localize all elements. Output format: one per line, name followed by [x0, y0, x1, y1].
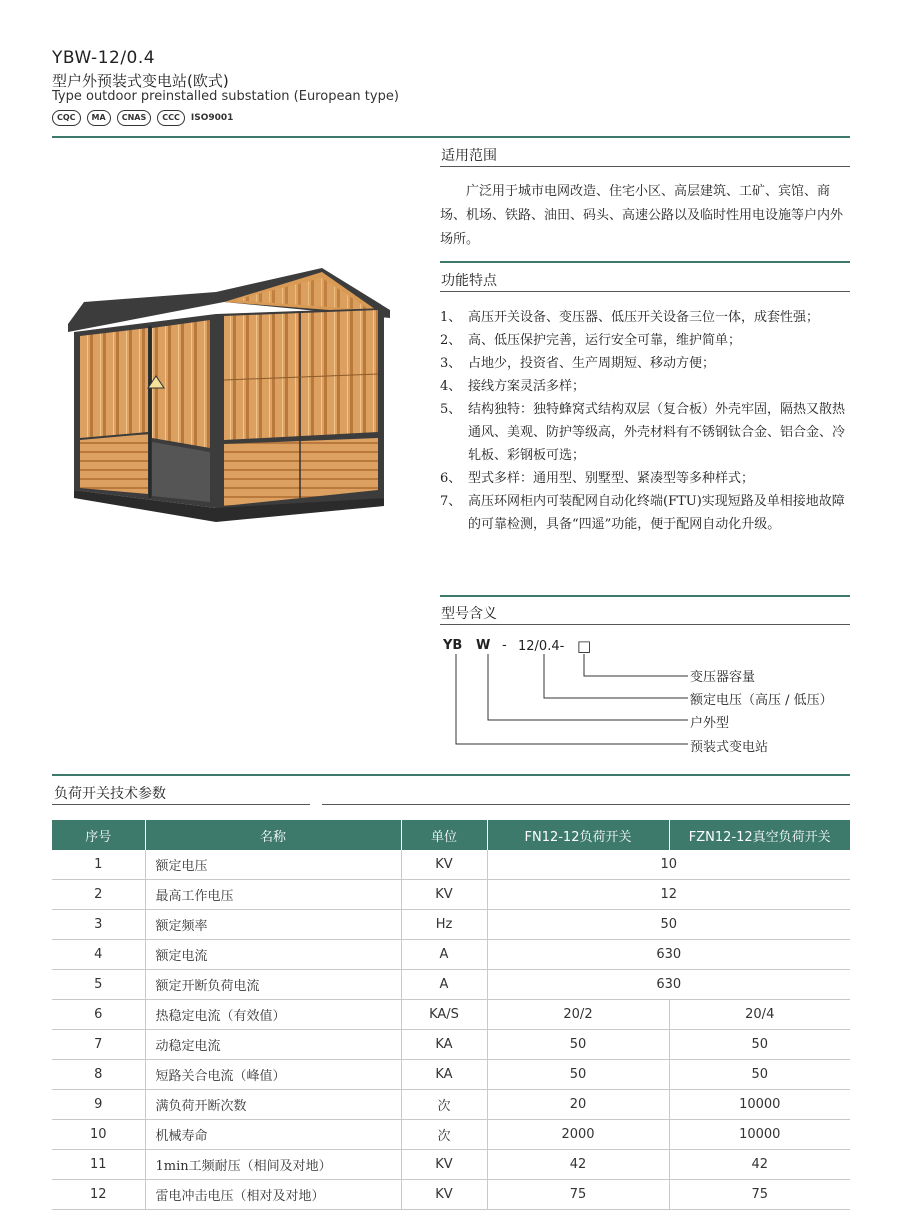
legend-capacity: 变压器容量	[690, 670, 756, 685]
table-row: 4 额定电流 A 630	[52, 940, 850, 970]
features-top-divider	[440, 261, 850, 263]
table-row: 10 机械寿命 次 2000 10000	[52, 1120, 850, 1150]
legend-voltage: 额定电压（高压 / 低压）	[690, 693, 833, 708]
list-item: 3、 占地少，投资省、生产周期短、移动方便；	[440, 356, 716, 371]
code-w: W	[476, 638, 491, 653]
list-item: 7、 高压环网柜内可装配网自动化终端(FTU)实现短路及单相接地故障的可靠检测，具备“四遥”功能，便于配网自动化升级。	[440, 494, 845, 532]
col-header-fn12: FN12-12负荷开关	[487, 820, 669, 850]
ma-logo: MA	[87, 110, 111, 126]
table-row: 3 额定频率 Hz 50	[52, 910, 850, 940]
col-header-no: 序号	[52, 820, 145, 850]
col-header-fzn12: FZN12-12真空负荷开关	[669, 820, 850, 850]
substation-image	[64, 262, 394, 528]
list-item: 6、 型式多样：通用型、别墅型、紧凑型等多种样式；	[440, 471, 755, 486]
table-row: 11 1min工频耐压（相间及对地） KV 42 42	[52, 1150, 850, 1180]
iso-label: ISO9001	[190, 113, 234, 123]
list-item: 2、 高、低压保护完善，运行安全可靠，维护简单；	[440, 333, 742, 348]
product-title-en: Type outdoor preinstalled substation (European type)	[52, 89, 399, 104]
features-heading: 功能特点	[441, 273, 497, 289]
product-title-cn: 型户外预装式变电站(欧式)	[52, 72, 229, 90]
model-meaning-heading: 型号含义	[441, 606, 497, 622]
table-row: 12 雷电冲击电压（相对及对地） KV 75 75	[52, 1180, 850, 1210]
cnas-logo: CNAS	[117, 110, 152, 126]
table-header-row	[52, 820, 850, 850]
parameters-table	[52, 820, 850, 1210]
table-heading-line-right	[322, 804, 850, 805]
header-divider	[52, 136, 850, 138]
code-box: □	[577, 637, 592, 655]
cqc-logo: CQC	[52, 110, 81, 126]
features-divider	[440, 291, 850, 292]
table-row: 7 动稳定电流 KA 50 50	[52, 1030, 850, 1060]
legend-outdoor: 户外型	[690, 716, 730, 731]
scope-divider	[440, 166, 850, 167]
model-meaning-divider	[440, 624, 850, 625]
table-row: 8 短路关合电流（峰值） KA 50 50	[52, 1060, 850, 1090]
scope-text: 广泛用于城市电网改造、住宅小区、高层建筑、工矿、宾馆、商场、机场、铁路、油田、码头、高速公路以及临时性用电设施等户内外场所。	[440, 184, 844, 247]
code-rest: 12/0.4-	[518, 639, 565, 654]
list-item: 4、 接线方案灵活多样；	[440, 379, 586, 394]
table-row: 1 额定电压 KV 10	[52, 850, 850, 880]
table-heading-line-left	[52, 804, 310, 805]
product-model: YBW-12/0.4	[52, 48, 156, 68]
table-row: 2 最高工作电压 KV 12	[52, 880, 850, 910]
scope-heading: 适用范围	[441, 148, 497, 164]
code-yb: YB	[443, 638, 463, 653]
table-row: 5 额定开断负荷电流 A 630	[52, 970, 850, 1000]
col-header-name: 名称	[145, 820, 401, 850]
table-row: 9 满负荷开断次数 次 20 10000	[52, 1090, 850, 1120]
model-top-divider	[440, 595, 850, 597]
legend-preinstalled: 预装式变电站	[690, 740, 769, 755]
col-header-unit: 单位	[401, 820, 487, 850]
certification-logos	[52, 110, 233, 126]
table-heading: 负荷开关技术参数	[54, 786, 166, 802]
table-row: 6 热稳定电流（有效值） KA/S 20/2 20/4	[52, 1000, 850, 1030]
table-top-divider	[52, 774, 850, 776]
model-meaning-lines	[440, 652, 700, 752]
code-dash: -	[502, 638, 507, 653]
list-item: 5、 结构独特：独特蜂窝式结构双层（复合板）外壳牢固，隔热又散热通风、美观、防护等级高，外壳材料有不锈钢钛合金、铝合金、冷轧板、彩钢板可选；	[440, 402, 846, 463]
features-list	[440, 306, 852, 536]
list-item: 1、 高压开关设备、变压器、低压开关设备三位一体，成套性强；	[440, 310, 820, 325]
ccc-logo: CCC	[157, 110, 185, 126]
